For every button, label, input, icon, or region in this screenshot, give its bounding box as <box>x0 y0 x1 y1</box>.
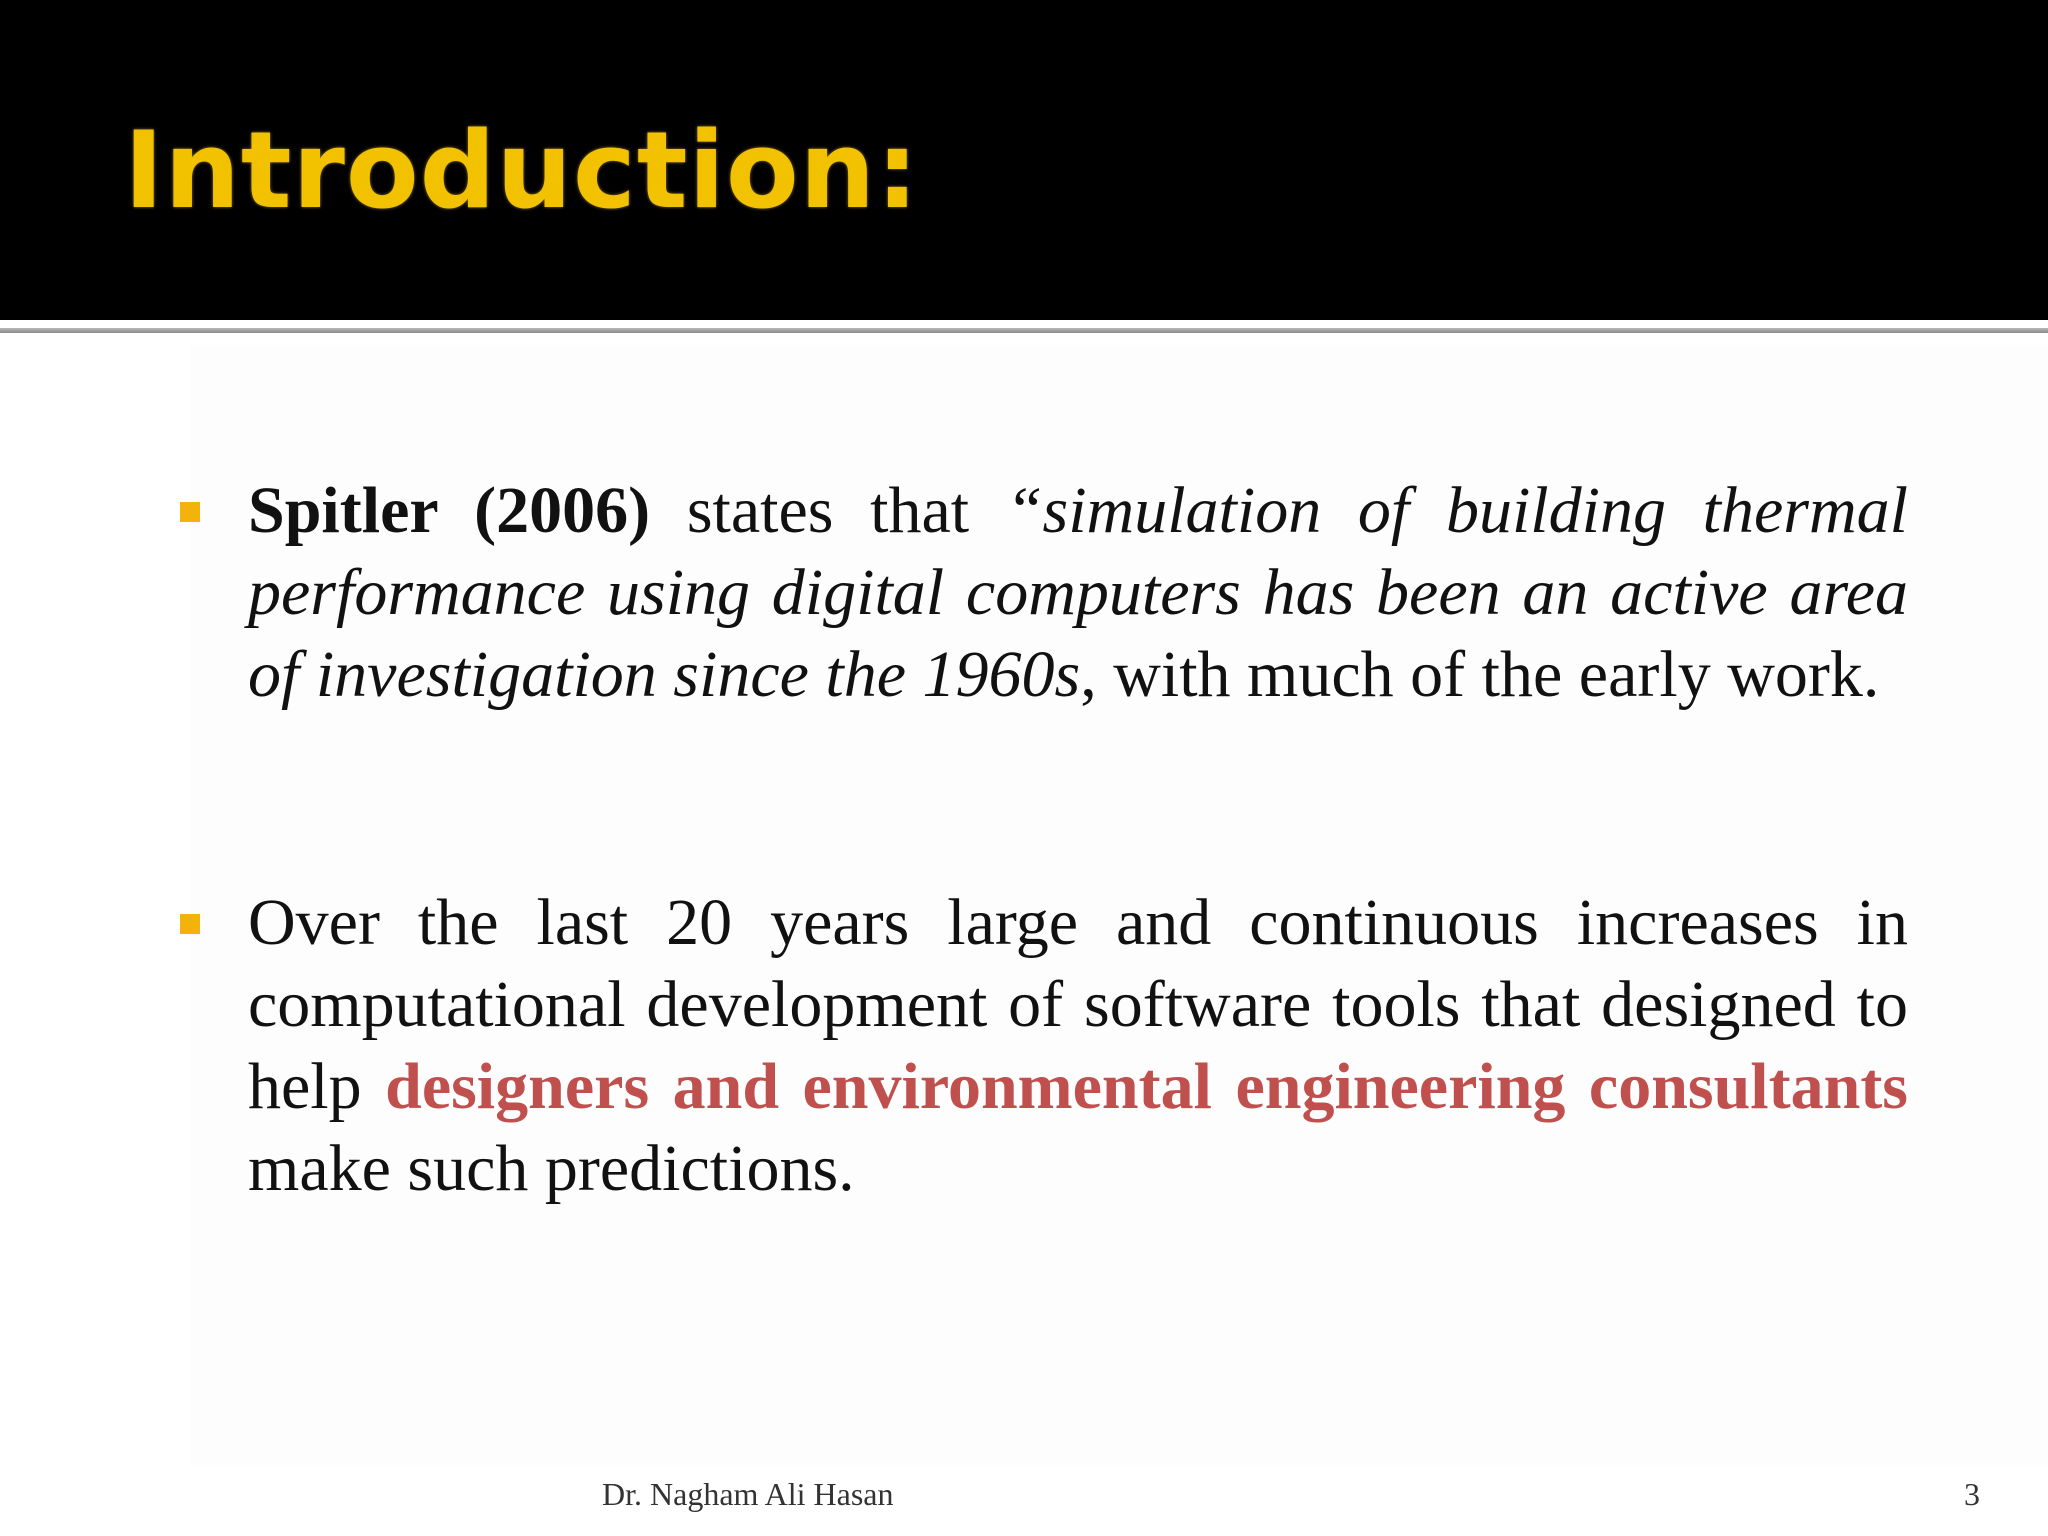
slide-title: Introduction: <box>124 109 920 232</box>
square-bullet-icon <box>180 502 200 522</box>
bullet-text-1 <box>248 470 1908 716</box>
quoted-text: “simulation of building thermal performance using digital computers has been an active area of investigation since the 1960s <box>248 474 1908 711</box>
footer-author: Dr. Nagham Ali Hasan <box>602 1476 894 1512</box>
header-bar <box>0 0 2048 320</box>
bullet-text-2 <box>248 882 1908 1210</box>
bullet-text-segment: Over the last 20 years large and continuous increases in computational development of software tools that designed to help <box>248 886 1908 1123</box>
bullet-text-segment: states that <box>650 474 1006 547</box>
bullet-text-segment: , with much of the early work. <box>1080 638 1880 711</box>
highlighted-text: designers and environmental engineering consultants <box>385 1050 1908 1123</box>
citation-author: Spitler (2006) <box>248 474 651 547</box>
square-bullet-icon <box>180 914 200 934</box>
page-number: 3 <box>1964 1476 1980 1512</box>
header-divider <box>0 328 2048 333</box>
bullet-text-segment: make such predictions. <box>248 1132 855 1205</box>
